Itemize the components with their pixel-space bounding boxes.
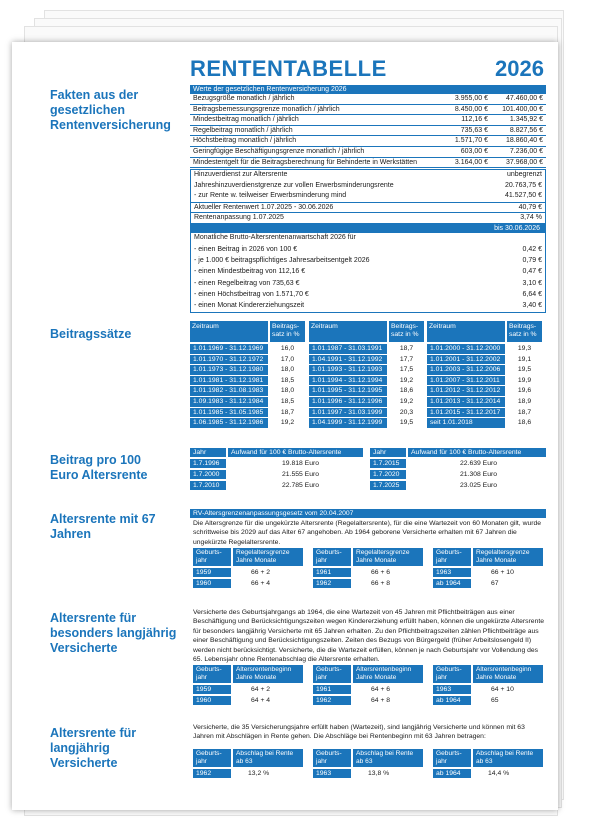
- rente67-header-geburt: Geburts- jahr: [313, 548, 351, 566]
- besonders-year-cell: ab 1964: [433, 696, 471, 705]
- beitrag100-year-cell: 1.7.2015: [370, 459, 406, 468]
- fakten-anwart-row: [191, 289, 545, 300]
- rente67-header-geburt: Geburts- jahr: [193, 548, 231, 566]
- beitragssaetze-zeitraum-cell: 1.01.2013 - 31.12.2014: [427, 397, 505, 407]
- beitragssaetze-zeitraum-cell: 1.01.1973 - 31.12.1980: [190, 365, 268, 375]
- fakten-hinzu-value: unbegrenzt: [506, 171, 542, 179]
- fakten-rentenwert-value: 40,79 €: [518, 203, 542, 211]
- fakten-anwart-value: 3,10 €: [522, 279, 542, 287]
- beitragssaetze-satz-cell: 18,5: [280, 398, 295, 405]
- beitragssaetze-zeitraum-cell: 1.09.1983 - 31.12.1984: [190, 397, 268, 407]
- fakten-jahres-value-2: 41.527,50 €: [505, 192, 542, 200]
- beitragssaetze-satz-cell: 20,3: [399, 408, 414, 416]
- fakten-row-value-monthly: 603,00 €: [460, 147, 488, 155]
- fakten-row-label: Mindestentgelt für die Beitragsberechnung für Behinderte in Werkstätten: [193, 158, 417, 166]
- langjaehrig-header-geburt: Geburts- jahr: [433, 749, 471, 767]
- besonders-value-cell: 64 + 10: [491, 686, 514, 693]
- fakten-rentenwert-label: Aktueller Rentenwert 1.07.2025 - 30.06.2026: [194, 203, 334, 211]
- rente67-value-cell: 67: [491, 579, 499, 587]
- besonders-year-cell: 1963: [433, 685, 471, 694]
- besonders-value-cell: 65: [491, 696, 499, 704]
- langjaehrig-header-abschlag: Abschlag bei Rente ab 63: [233, 749, 303, 767]
- beitragssaetze-zeitraum-cell: 1.01.2007 - 31.12.2011: [427, 376, 505, 386]
- beitragssaetze-satz-cell: 17,0: [280, 355, 295, 363]
- beitragssaetze-satz-cell: 19,2: [280, 419, 295, 427]
- rente67-header-geburt: Geburts- jahr: [433, 548, 471, 566]
- beitragssaetze-zeitraum-cell: 1.01.1985 - 31.05.1985: [190, 408, 268, 418]
- section-langjaehrig-title: Altersrente für langjährig Versicherte: [50, 726, 137, 770]
- beitragssaetze-zeitraum-cell: 1.01.1987 - 31.03.1991: [309, 344, 387, 354]
- beitragssaetze-satz-cell: 18,0: [280, 366, 295, 374]
- fakten-anwart-row: [191, 266, 545, 277]
- fakten-row: [190, 158, 546, 169]
- beitragssaetze-satz-cell: 18,7: [280, 408, 295, 416]
- rente67-header-second: Regelaltersgrenze Jahre Monate: [353, 548, 423, 566]
- besonders-year-cell: 1960: [193, 696, 231, 705]
- rente67-year-cell: 1960: [193, 579, 231, 588]
- beitragssaetze-satz-cell: 19,2: [399, 398, 414, 405]
- fakten-jahres-row-1: [191, 181, 545, 192]
- fakten-row-value-yearly: 7.236,00 €: [509, 147, 543, 155]
- fakten-row-value-monthly: 112,16 €: [461, 116, 488, 124]
- beitragssaetze-header-satz: Beitrags- satz in %: [270, 321, 305, 342]
- rente67-value-cell: 66 + 4: [251, 579, 271, 587]
- fakten-anpassung-row: [191, 213, 545, 224]
- fakten-row-value-yearly: 101.400,00 €: [502, 105, 543, 113]
- beitragssaetze-satz-cell: 18,0: [280, 387, 295, 395]
- fakten-row-value-monthly: 1.571,70 €: [454, 137, 488, 145]
- fakten-row-value-monthly: 3.955,00 €: [454, 95, 488, 102]
- fakten-row: [190, 115, 546, 126]
- rente67-year-cell: 1959: [193, 568, 231, 577]
- langjaehrig-header-abschlag: Abschlag bei Rente ab 63: [353, 749, 423, 767]
- beitrag100-header-jahr: Jahr: [370, 448, 406, 457]
- fakten-anwart-title: Monatliche Brutto-Altersrentenanwartschaft 2026 für: [194, 234, 356, 242]
- beitragssaetze-header-zeitraum: Zeitraum: [190, 321, 268, 342]
- beitrag100-value-cell: 21.555 Euro: [282, 470, 320, 478]
- beitragssaetze-zeitraum-cell: 1.01.1969 - 31.12.1969: [190, 344, 268, 354]
- page-year: 2026: [495, 56, 544, 81]
- besonders-value-cell: 64 + 8: [371, 696, 391, 704]
- besonders-value-cell: 64 + 4: [251, 696, 271, 704]
- beitragssaetze-satz-cell: 19,2: [399, 376, 414, 384]
- beitragssaetze-zeitraum-cell: 1.04.1999 - 31.12.1999: [309, 418, 387, 428]
- fakten-jahres-label-2: - zur Rente w. teilweiser Erwerbsminderung mind: [194, 192, 347, 200]
- rente67-value-cell: 66 + 10: [491, 569, 514, 576]
- beitragssaetze-header-zeitraum: Zeitraum: [427, 321, 505, 342]
- fakten-anwart-label: - je 1.000 € beitragspflichtiges Jahresarbeitsentgelt 2026: [194, 257, 370, 265]
- langjaehrig-header-geburt: Geburts- jahr: [193, 749, 231, 767]
- beitragssaetze-satz-cell: 19,9: [517, 376, 532, 384]
- fakten-bis-bar: bis 30.06.2026: [190, 224, 546, 233]
- fakten-row: [190, 147, 546, 158]
- rente67-text: Die Altersgrenze für die ungekürzte Altersrente (Regelaltersrente), für die eine Wartezeit von 60 Monaten gilt, wurde schrittweise bis 2029 auf das Alter 67 angehoben. Ab 1964 geborene Versicherte erhalten mit 67 Jahren die ungekürzte Regelaltersrente.: [193, 520, 542, 546]
- fakten-hinzu-box: [190, 169, 546, 224]
- fakten-table: [190, 85, 546, 313]
- rente67-year-cell: 1961: [313, 568, 351, 577]
- beitragssaetze-satz-cell: 18,5: [280, 376, 295, 384]
- beitragssaetze-satz-cell: 17,7: [399, 355, 414, 363]
- fakten-row-label: Geringfügige Beschäftigungsgrenze monatlich / jährlich: [193, 147, 365, 155]
- besonders-text: Versicherte des Geburtsjahrgangs ab 1964, die eine Wartezeit von 45 Jahren mit Pflichtbeiträgen aus einer Beschäftigung und Berücksichtigungszeiten wegen Kindererziehung erfüllt haben, können die ungekürzte Altersrente für besonders langjährig Versicherte mit 65 Jahren erhalten. Zu den Pflichtbeitragszeiten zählen Pflichtbeiträge aus einer Beschäftigung und Berücksichtigungszeiten. Zeiten des Bezugs von Bürgergeld (früher Arbeitslosengeld II) werden nicht berücksichtigt. Versicherte, die die Wartezeit erfüllen, können je nach Geburtsjahr vor Vollendung des 65. Lebensjahr ohne Rentenabschlag die Altersrente erhalten.: [193, 609, 545, 664]
- besonders-value-cell: 64 + 6: [371, 686, 391, 693]
- fakten-header: Werte der gesetzlichen Rentenversicherung 2026: [190, 85, 546, 94]
- besonders-year-cell: 1962: [313, 696, 351, 705]
- fakten-anwart-box: [190, 233, 546, 312]
- beitrag100-year-cell: 1.7.2025: [370, 481, 406, 490]
- langjaehrig-value-cell: 14,4 %: [488, 770, 510, 777]
- beitragssaetze-zeitraum-cell: 1.01.2003 - 31.12.2006: [427, 365, 505, 375]
- fakten-jahres-row-2: [191, 191, 545, 202]
- langjaehrig-value-cell: 13,8 %: [368, 770, 390, 777]
- beitrag100-value-cell: 22.785 Euro: [282, 481, 320, 489]
- beitragssaetze-zeitraum-cell: seit 1.01.2018: [427, 418, 505, 428]
- besonders-header-second: Altersrentenbeginn Jahre Monate: [353, 665, 423, 683]
- fakten-row-label: Bezugsgröße monatlich / jährlich: [193, 95, 295, 102]
- fakten-anwart-row: [191, 300, 545, 311]
- fakten-anwart-value: 3,40 €: [522, 302, 542, 310]
- besonders-year-cell: 1961: [313, 685, 351, 694]
- beitrag100-year-cell: 1.7.1996: [190, 459, 226, 468]
- beitragssaetze-zeitraum-cell: 1.01.2012 - 31.12.2012: [427, 386, 505, 396]
- beitragssaetze-zeitraum-cell: 1.01.2000 - 31.12.2000: [427, 344, 505, 354]
- beitrag100-value-cell: 21.308 Euro: [460, 470, 498, 478]
- fakten-anwart-label: - einen Höchstbeitrag von 1.571,70 €: [194, 290, 309, 298]
- fakten-row-value-monthly: 8.450,00 €: [454, 105, 488, 113]
- beitrag100-header-jahr: Jahr: [190, 448, 226, 457]
- beitragssaetze-zeitraum-cell: 1.01.1994 - 31.12.1994: [309, 376, 387, 386]
- beitragssaetze-zeitraum-cell: 1.01.1982 - 31.08.1983: [190, 386, 268, 396]
- fakten-row-label: Mindestbeitrag monatlich / jährlich: [193, 116, 299, 124]
- rente67-year-cell: 1962: [313, 579, 351, 588]
- fakten-rentenwert-row: [191, 202, 545, 213]
- section-rente67-title: Altersrente mit 67 Jahren: [50, 512, 156, 541]
- besonders-value-cell: 64 + 2: [251, 686, 271, 693]
- beitragssaetze-satz-cell: 19,3: [517, 345, 532, 352]
- rente67-value-cell: 66 + 6: [371, 569, 391, 576]
- beitrag100-year-cell: 1.7.2000: [190, 470, 226, 479]
- beitragssaetze-zeitraum-cell: 1.01.1993 - 31.12.1993: [309, 365, 387, 375]
- fakten-row-value-yearly: 47.460,00 €: [506, 95, 543, 102]
- fakten-row: [190, 94, 546, 105]
- fakten-anwart-label: - einen Mindestbeitrag von 112,16 €: [194, 268, 306, 276]
- langjaehrig-year-cell: 1962: [193, 769, 231, 778]
- beitragssaetze-satz-cell: 18,6: [517, 419, 532, 427]
- fakten-anpassung-value: 3,74 %: [520, 213, 542, 221]
- beitragssaetze-satz-cell: 18,6: [399, 387, 414, 395]
- beitragssaetze-header-satz: Beitrags- satz in %: [389, 321, 424, 342]
- beitrag100-value-cell: 23.025 Euro: [460, 481, 498, 489]
- fakten-row-value-yearly: 37.968,00 €: [506, 158, 543, 166]
- langjaehrig-year-cell: ab 1964: [433, 769, 471, 778]
- fakten-anwart-label: - einen Regelbeitrag von 735,63 €: [194, 279, 300, 287]
- beitrag100-header-aufwand: Aufwand für 100 € Brutto-Altersrente: [228, 448, 363, 457]
- rente67-band: RV-Altersgrenzenanpassungsgesetz vom 20.04.2007: [190, 509, 546, 518]
- fakten-row: [190, 126, 546, 137]
- fakten-hinzu-label: Hinzuverdienst zur Altersrente: [194, 171, 288, 179]
- beitragssaetze-satz-cell: 19,5: [517, 366, 532, 374]
- fakten-row-label: Regelbeitrag monatlich / jährlich: [193, 126, 293, 134]
- fakten-row-label: Höchstbeitrag monatlich / jährlich: [193, 137, 297, 145]
- beitrag100-year-cell: 1.7.2010: [190, 481, 226, 490]
- besonders-year-cell: 1959: [193, 685, 231, 694]
- besonders-header-second: Altersrentenbeginn Jahre Monate: [473, 665, 543, 683]
- beitragssaetze-zeitraum-cell: 1.06.1985 - 31.12.1986: [190, 418, 268, 428]
- fakten-row-value-yearly: 18.860,40 €: [506, 137, 543, 145]
- fakten-anwart-row: [191, 255, 545, 266]
- rente67-header-second: Regelaltersgrenze Jahre Monate: [233, 548, 303, 566]
- page-title: RENTENTABELLE: [190, 56, 387, 81]
- langjaehrig-header-geburt: Geburts- jahr: [313, 749, 351, 767]
- fakten-anwart-value: 0,47 €: [522, 268, 542, 276]
- beitragssaetze-satz-cell: 19,1: [517, 355, 532, 363]
- beitragssaetze-satz-cell: 18,9: [517, 398, 532, 405]
- fakten-jahres-label-1: Jahreshinzuverdienstgrenze zur vollen Erwerbsminderungsrente: [194, 181, 394, 189]
- fakten-anwart-row: [191, 244, 545, 255]
- rente67-header-second: Regelaltersgrenze Jahre Monate: [473, 548, 543, 566]
- fakten-jahres-value-1: 20.763,75 €: [505, 181, 542, 189]
- fakten-hinzu-row: [191, 170, 545, 181]
- fakten-anwart-label: - einen Monat Kindererziehungszeit: [194, 302, 305, 310]
- fakten-anwart-label: - einen Beitrag in 2026 von 100 €: [194, 245, 298, 253]
- beitrag100-value-cell: 19.818 Euro: [282, 460, 320, 467]
- besonders-header-geburt: Geburts- jahr: [193, 665, 231, 683]
- beitragssaetze-zeitraum-cell: 1.01.2001 - 31.12.2002: [427, 355, 505, 365]
- beitragssaetze-satz-cell: 19,6: [517, 387, 532, 395]
- rente67-value-cell: 66 + 8: [371, 579, 391, 587]
- beitragssaetze-satz-cell: 19,5: [399, 419, 414, 427]
- fakten-anwart-value: 0,42 €: [522, 245, 542, 253]
- fakten-row-value-monthly: 3.164,00 €: [454, 158, 488, 166]
- besonders-header-geburt: Geburts- jahr: [313, 665, 351, 683]
- beitragssaetze-header-satz: Beitrags- satz in %: [507, 321, 542, 342]
- fakten-row-label: Beitragsbemessungsgrenze monatlich / jährlich: [193, 105, 340, 113]
- langjaehrig-text: Versicherte, die 35 Versicherungsjahre erfüllt haben (Wartezeit), sind langjährig Versicherte und können mit 63 Jahren mit Abschlägen in Rente gehen. Die Abschläge bei Rentenbeginn mit 63 Jahren betragen:: [193, 724, 525, 741]
- fakten-row-value-yearly: 1.345,92 €: [509, 116, 543, 124]
- beitragssaetze-satz-cell: 17,5: [399, 366, 414, 374]
- section-beitragssaetze-title: Beitragssätze: [50, 327, 132, 341]
- besonders-header-second: Altersrentenbeginn Jahre Monate: [233, 665, 303, 683]
- fakten-row-value-yearly: 8.827,56 €: [509, 126, 543, 134]
- fakten-anwart-value: 0,79 €: [522, 257, 542, 265]
- rente67-value-cell: 66 + 2: [251, 569, 271, 576]
- langjaehrig-year-cell: 1963: [313, 769, 351, 778]
- beitragssaetze-zeitraum-cell: 1.04.1991 - 31.12.1992: [309, 355, 387, 365]
- fakten-row-value-monthly: 735,63 €: [460, 126, 488, 134]
- section-fakten-title: Fakten aus der gesetzlichen Rentenversicherung: [50, 88, 171, 132]
- beitragssaetze-zeitraum-cell: 1.01.1981 - 31.12.1981: [190, 376, 268, 386]
- fakten-row: [190, 136, 546, 147]
- rente67-year-cell: ab 1964: [433, 579, 471, 588]
- rente67-year-cell: 1963: [433, 568, 471, 577]
- fakten-anwart-row: [191, 278, 545, 289]
- fakten-anwart-value: 6,64 €: [522, 290, 542, 298]
- beitrag100-value-cell: 22.639 Euro: [460, 460, 498, 467]
- beitragssaetze-zeitraum-cell: 1.01.1997 - 31.03.1999: [309, 408, 387, 418]
- beitrag100-year-cell: 1.7.2020: [370, 470, 406, 479]
- besonders-header-geburt: Geburts- jahr: [433, 665, 471, 683]
- fakten-anpassung-label: Rentenanpassung 1.07.2025: [194, 213, 284, 221]
- beitragssaetze-header-zeitraum: Zeitraum: [309, 321, 387, 342]
- beitragssaetze-satz-cell: 18,7: [399, 345, 414, 352]
- section-besonders-title: Altersrente für besonders langjährig Versicherte: [50, 611, 177, 655]
- section-beitrag100-title: Beitrag pro 100 Euro Altersrente: [50, 453, 148, 482]
- beitrag100-header-aufwand: Aufwand für 100 € Brutto-Altersrente: [408, 448, 546, 457]
- langjaehrig-header-abschlag: Abschlag bei Rente ab 63: [473, 749, 543, 767]
- beitragssaetze-zeitraum-cell: 1.01.1995 - 31.12.1995: [309, 386, 387, 396]
- beitragssaetze-satz-cell: 16,0: [280, 345, 295, 352]
- beitragssaetze-satz-cell: 18,7: [517, 408, 532, 416]
- beitragssaetze-zeitraum-cell: 1.01.2015 - 31.12.2017: [427, 408, 505, 418]
- fakten-row: [190, 105, 546, 116]
- beitragssaetze-zeitraum-cell: 1.01.1970 - 31.12.1972: [190, 355, 268, 365]
- langjaehrig-value-cell: 13,2 %: [248, 770, 270, 777]
- beitragssaetze-zeitraum-cell: 1.01.1996 - 31.12.1996: [309, 397, 387, 407]
